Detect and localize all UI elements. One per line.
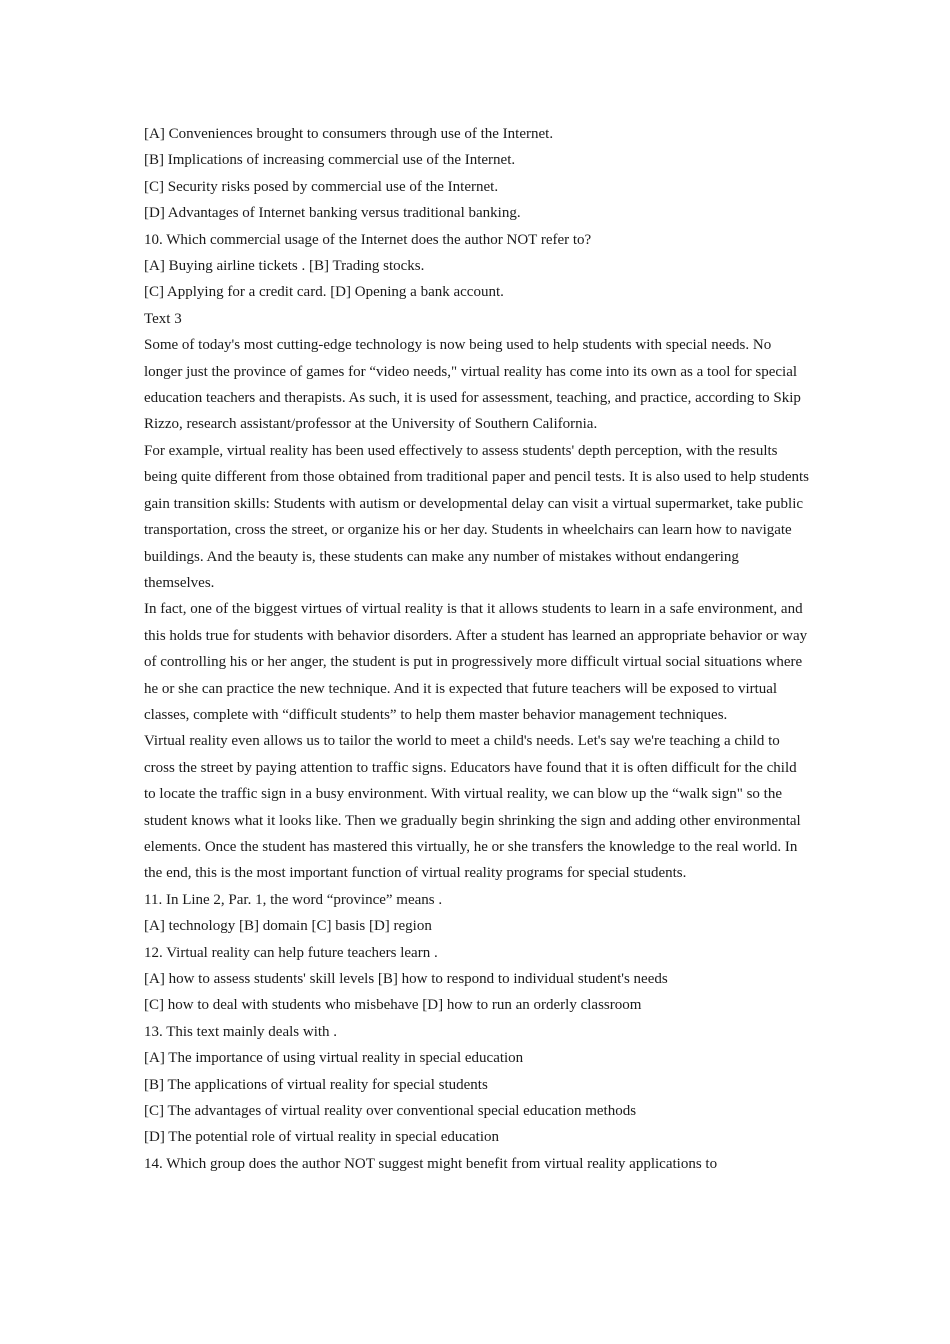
- passage-paragraph-4: Virtual reality even allows us to tailor the world to meet a child's needs. Let's say we're teaching a child to cross the street by paying attention to traffic signs. Educators have found that it is often difficult for the child to locate the traffic sign in a busy environment. With virtual reality, we can blow up the “walk sign" so the student knows what it looks like. Then we gradually begin shrinking the sign and adding other environmental elements. Once the student has mastered this virtually, he or she transfers the knowledge to the real world. In the end, this is the most important function of virtual reality programs for special students.: [144, 733, 801, 882]
- q10-options-ab: [A] Buying airline tickets . [B] Trading stocks.: [144, 258, 425, 275]
- q13-option-b: [B] The applications of virtual reality for special students: [144, 1076, 488, 1093]
- q10-options-cd: [C] Applying for a credit card. [D] Opening a bank account.: [144, 284, 504, 301]
- passage-paragraph-2: For example, virtual reality has been used effectively to assess students' depth perception, with the results being quite different from those obtained from traditional paper and pencil tests. It is also used to help students gain transition skills: Students with autism or developmental delay can visit a virtual supermarket, take public transportation, cross the street, or organize his or her day. Students in wheelchairs can learn how to navigate buildings. And the beauty is, these students can make any number of mistakes without endangering themselves.: [144, 442, 809, 591]
- q14-question: 14. Which group does the author NOT suggest might benefit from virtual reality applications to: [144, 1155, 718, 1172]
- q11-question: 11. In Line 2, Par. 1, the word “province” means .: [144, 891, 443, 908]
- passage-paragraph-3: In fact, one of the biggest virtues of virtual reality is that it allows students to learn in a safe environment, and this holds true for students with behavior disorders. After a student has learned an appropriate behavior or way of controlling his or her anger, the student is put in progressively more difficult virtual social situations where he or she can practice the new technique. And it is expected that future teachers will be exposed to virtual classes, complete with “difficult students” to help them master behavior management techniques.: [144, 601, 808, 723]
- q10-question: 10. Which commercial usage of the Internet does the author NOT refer to?: [144, 231, 592, 248]
- q12-options-cd: [C] how to deal with students who misbehave [D] how to run an orderly classroom: [144, 997, 642, 1014]
- q12-question: 12. Virtual reality can help future teachers learn .: [144, 944, 438, 961]
- q9-option-c: [C] Security risks posed by commercial use of the Internet.: [144, 178, 499, 195]
- q13-option-d: [D] The potential role of virtual reality in special education: [144, 1129, 500, 1146]
- q9-option-d: [D] Advantages of Internet banking versus traditional banking.: [144, 205, 521, 222]
- q13-option-a: [A] The importance of using virtual reality in special education: [144, 1050, 524, 1067]
- q11-options: [A] technology [B] domain [C] basis [D] region: [144, 918, 432, 935]
- q9-option-b: [B] Implications of increasing commercial use of the Internet.: [144, 152, 516, 169]
- q13-question: 13. This text mainly deals with .: [144, 1023, 338, 1040]
- q12-options-ab: [A] how to assess students' skill levels [B] how to respond to individual student's needs: [144, 971, 668, 987]
- document-body: [144, 121, 812, 1177]
- text3-heading: Text 3: [144, 310, 182, 327]
- q13-option-c: [C] The advantages of virtual reality over conventional special education methods: [144, 1103, 637, 1120]
- passage-paragraph-1: Some of today's most cutting-edge technology is now being used to help students with special needs. No longer just the province of games for “video needs," virtual reality has come into its own as a tool for special education teachers and therapists. As such, it is used for assessment, teaching, and practice, according to Skip Rizzo, research assistant/professor at the University of Southern California.: [144, 337, 801, 433]
- q9-option-a: [A] Conveniences brought to consumers through use of the Internet.: [144, 126, 554, 142]
